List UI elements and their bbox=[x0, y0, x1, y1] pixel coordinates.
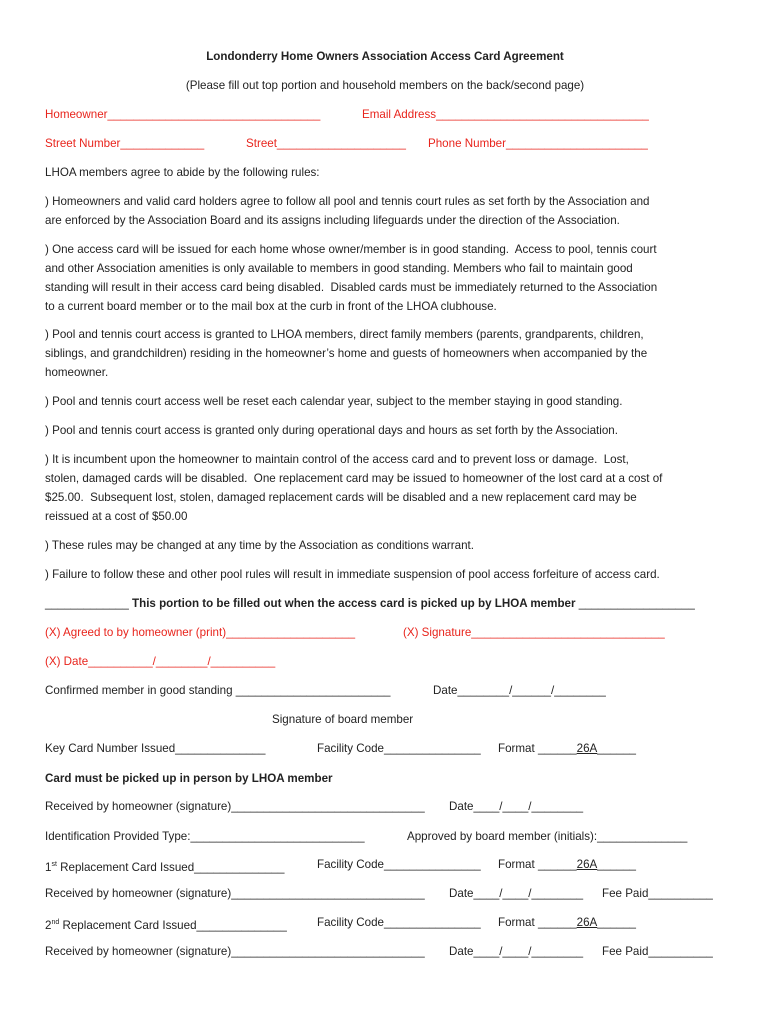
pickup-note: Card must be picked up in person by LHOA member bbox=[45, 772, 333, 785]
rule-8-line: ) Failure to follow these and other pool rules will result in immediate suspension of pool access forfeiture of access card. bbox=[45, 568, 660, 581]
rule-4-line: ) Pool and tennis court access well be reset each calendar year, subject to the member staying in good standing. bbox=[45, 395, 623, 408]
identification-type-field[interactable]: Identification Provided Type:___________________________ bbox=[45, 830, 365, 843]
confirmed-member-field[interactable]: Confirmed member in good standing ________________________ bbox=[45, 684, 391, 697]
rule-2-line: and other Association amenities is only available to members in good standing. Members who fail to maintain good bbox=[45, 262, 633, 275]
header-blank: __________________ bbox=[578, 597, 695, 610]
header-text: This portion to be filled out when the access card is picked up by LHOA member bbox=[128, 597, 579, 610]
date-field[interactable]: (X) Date__________/________/__________ bbox=[45, 655, 276, 668]
rule-5-line: ) Pool and tennis court access is granted only during operational days and hours as set forth by the Association. bbox=[45, 424, 618, 437]
format-value: 26A bbox=[576, 742, 598, 755]
phone-field[interactable]: Phone Number______________________ bbox=[428, 137, 648, 150]
rule-1 bbox=[45, 192, 735, 230]
rule-6-line: reissued at a cost of $50.00 bbox=[45, 510, 188, 523]
format-label: Format ______ bbox=[498, 916, 577, 929]
rule-2-line: ) One access card will be issued for each home whose owner/member is in good standing. Access to pool, tennis court bbox=[45, 243, 657, 256]
header-blank: _____________ bbox=[45, 597, 129, 610]
format-field[interactable] bbox=[498, 857, 636, 872]
rule-6 bbox=[45, 450, 735, 526]
format-field[interactable] bbox=[498, 915, 636, 930]
format-value: 26A bbox=[576, 858, 598, 871]
rule-3 bbox=[45, 325, 735, 382]
second-replacement-field[interactable] bbox=[45, 915, 287, 933]
rule-6-line: $25.00. Subsequent lost, stolen, damaged replacement cards will be disabled and a new replacement card may be bbox=[45, 491, 637, 504]
rule-3-line: homeowner. bbox=[45, 366, 109, 379]
ordinal-number: 1 bbox=[45, 860, 52, 874]
received-date-field[interactable]: Date____/____/________ bbox=[449, 945, 584, 958]
format-blank: ______ bbox=[597, 742, 636, 755]
rule-7 bbox=[45, 536, 735, 555]
rules-intro: LHOA members agree to abide by the following rules: bbox=[45, 166, 320, 179]
fee-paid-field[interactable]: Fee Paid__________ bbox=[602, 887, 713, 900]
key-card-number-field[interactable]: Key Card Number Issued______________ bbox=[45, 742, 266, 755]
received-date-field[interactable]: Date____/____/________ bbox=[449, 887, 584, 900]
facility-code-field[interactable]: Facility Code_______________ bbox=[317, 916, 481, 929]
received-signature-field[interactable]: Received by homeowner (signature)______________________________ bbox=[45, 945, 425, 958]
rule-3-line: ) Pool and tennis court access is granted to LHOA members, direct family members (parents, grandparents, children, bbox=[45, 328, 644, 341]
rule-1-line: are enforced by the Association Board and its assigns including lifeguards under the direction of the Association. bbox=[45, 214, 620, 227]
rule-3-line: siblings, and grandchildren) residing in the homeowner’s home and guests of homeowners when accompanied by the bbox=[45, 347, 648, 360]
format-value: 26A bbox=[576, 916, 598, 929]
format-blank: ______ bbox=[597, 916, 636, 929]
street-field[interactable]: Street____________________ bbox=[246, 137, 406, 150]
homeowner-field[interactable]: Homeowner_________________________________ bbox=[45, 108, 321, 121]
rule-6-line: ) It is incumbent upon the homeowner to maintain control of the access card and to prevent loss or damage. Lost, bbox=[45, 453, 629, 466]
format-field[interactable] bbox=[498, 741, 636, 756]
received-date-field[interactable]: Date____/____/________ bbox=[449, 800, 584, 813]
document-title: Londonderry Home Owners Association Access Card Agreement bbox=[206, 50, 564, 63]
rule-7-line: ) These rules may be changed at any time by the Association as conditions warrant. bbox=[45, 539, 474, 552]
board-signature-label: Signature of board member bbox=[272, 713, 414, 726]
ordinal-number: 2 bbox=[45, 918, 52, 932]
rule-2-line: standing will result in their access card being disabled. Disabled cards must be immediately returned to the Association bbox=[45, 281, 658, 294]
rule-2-line: to a current board member or to the mail box at the curb in front of the LHOA clubhouse. bbox=[45, 300, 497, 313]
facility-code-field[interactable]: Facility Code_______________ bbox=[317, 858, 481, 871]
email-field[interactable]: Email Address_________________________________ bbox=[362, 108, 649, 121]
rule-4 bbox=[45, 392, 735, 411]
pickup-section-header bbox=[45, 596, 695, 611]
first-replacement-field[interactable] bbox=[45, 857, 284, 875]
facility-code-field[interactable]: Facility Code_______________ bbox=[317, 742, 481, 755]
fee-paid-field[interactable]: Fee Paid__________ bbox=[602, 945, 713, 958]
rule-2 bbox=[45, 240, 735, 316]
confirm-date-field[interactable]: Date________/______/________ bbox=[433, 684, 606, 697]
ordinal-suffix: st bbox=[51, 861, 57, 868]
document-subtitle: (Please fill out top portion and household members on the back/second page) bbox=[185, 79, 585, 92]
format-label: Format ______ bbox=[498, 858, 577, 871]
ordinal-suffix: nd bbox=[51, 919, 60, 926]
rule-8 bbox=[45, 565, 735, 584]
received-signature-field[interactable]: Received by homeowner (signature)______________________________ bbox=[45, 887, 425, 900]
format-label: Format ______ bbox=[498, 742, 577, 755]
signature-field[interactable]: (X) Signature______________________________ bbox=[403, 626, 665, 639]
agreed-by-homeowner-field[interactable]: (X) Agreed to by homeowner (print)____________________ bbox=[45, 626, 356, 639]
rule-1-line: ) Homeowners and valid card holders agree to follow all pool and tennis court rules as set forth by the Association and bbox=[45, 195, 650, 208]
replacement-label: Replacement Card Issued______________ bbox=[59, 918, 287, 932]
replacement-label: Replacement Card Issued______________ bbox=[56, 860, 285, 874]
rule-5 bbox=[45, 421, 735, 440]
rule-6-line: stolen, damaged cards will be disabled. One replacement card may be issued to homeowner of the lost card at a cost of bbox=[45, 472, 663, 485]
received-signature-field[interactable]: Received by homeowner (signature)______________________________ bbox=[45, 800, 425, 813]
street-number-field[interactable]: Street Number_____________ bbox=[45, 137, 205, 150]
board-initials-field[interactable]: Approved by board member (initials):______________ bbox=[407, 830, 688, 843]
format-blank: ______ bbox=[597, 858, 636, 871]
